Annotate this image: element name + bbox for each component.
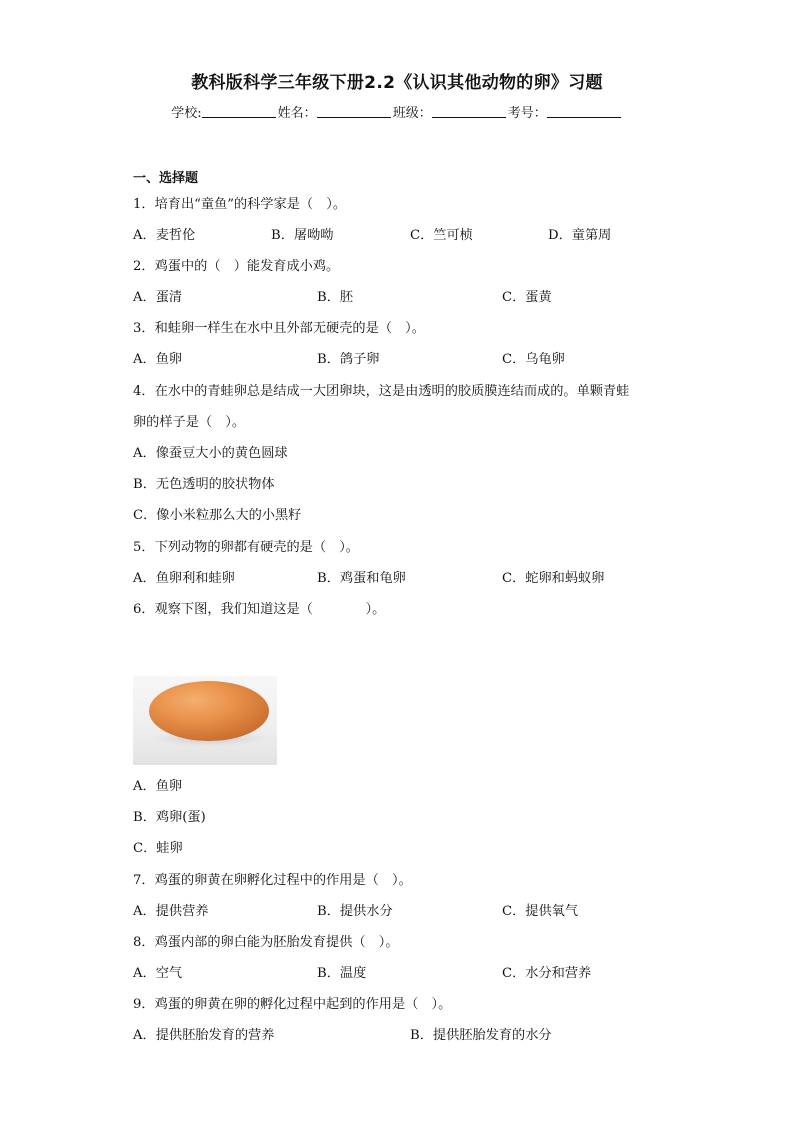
question-4-stem-line-2: 卵的样子是（ ）。 bbox=[133, 415, 246, 430]
q5-option-c[interactable]: C．蛇卵和蚂蚁卵 bbox=[502, 571, 605, 586]
q4-option-a[interactable]: A．像蚕豆大小的黄色圆球 bbox=[133, 446, 288, 461]
q2-option-c[interactable]: C．蛋黄 bbox=[502, 290, 552, 305]
question-9-stem: 9．鸡蛋的卵黄在卵的孵化过程中起到的作用是（ ）。 bbox=[133, 997, 452, 1012]
q3-option-a[interactable]: A．鱼卵 bbox=[133, 352, 183, 367]
q8-option-c[interactable]: C．水分和营养 bbox=[502, 966, 592, 981]
q1-option-c[interactable]: C．竺可桢 bbox=[410, 228, 473, 243]
name-blank[interactable] bbox=[317, 104, 391, 118]
q5-option-b[interactable]: B．鸡蛋和龟卵 bbox=[317, 571, 406, 586]
class-blank[interactable] bbox=[432, 104, 506, 118]
q1-option-b[interactable]: B．屠呦呦 bbox=[271, 228, 334, 243]
q4-option-b[interactable]: B．无色透明的胶状物体 bbox=[133, 477, 275, 492]
q6-option-a[interactable]: A．鱼卵 bbox=[133, 779, 183, 794]
question-2-stem: 2．鸡蛋中的（ ）能发育成小鸡。 bbox=[133, 259, 340, 274]
question-4-stem-line-1: 4．在水中的青蛙卵总是结成一大团卵块，这是由透明的胶质膜连结而成的。单颗青蛙 bbox=[133, 384, 630, 399]
question-5-stem: 5．下列动物的卵都有硬壳的是（ ）。 bbox=[133, 540, 359, 555]
q8-option-a[interactable]: A．空气 bbox=[133, 966, 183, 981]
q3-option-c[interactable]: C．乌龟卵 bbox=[502, 352, 565, 367]
question-6-stem: 6．观察下图，我们知道这是（ ）。 bbox=[133, 602, 386, 617]
section-heading: 一、选择题 bbox=[133, 171, 199, 186]
student-info-row bbox=[0, 102, 794, 121]
exam-no-label: 考号： bbox=[507, 106, 547, 121]
q7-option-b[interactable]: B．提供水分 bbox=[317, 904, 393, 919]
q5-option-a[interactable]: A．鱼卵利和蛙卵 bbox=[133, 571, 235, 586]
q4-option-c[interactable]: C．像小米粒那么大的小黑籽 bbox=[133, 508, 302, 523]
q8-option-b[interactable]: B．温度 bbox=[317, 966, 367, 981]
q2-option-b[interactable]: B．胚 bbox=[317, 290, 354, 305]
q9-option-b[interactable]: B．提供胚胎发育的水分 bbox=[410, 1028, 552, 1043]
question-7-stem: 7．鸡蛋的卵黄在卵孵化过程中的作用是（ ）。 bbox=[133, 873, 412, 888]
egg-photo bbox=[133, 676, 277, 765]
exam-no-blank[interactable] bbox=[547, 104, 621, 118]
q9-option-a[interactable]: A．提供胚胎发育的营养 bbox=[133, 1028, 275, 1043]
question-1-stem: 1．培育出“童鱼”的科学家是（ ）。 bbox=[133, 197, 347, 212]
q1-option-d[interactable]: D．童第周 bbox=[548, 228, 612, 243]
page-title: 教科版科学三年级下册2.2《认识其他动物的卵》习题 bbox=[191, 73, 603, 93]
school-blank[interactable] bbox=[202, 104, 276, 118]
class-label: 班级： bbox=[392, 106, 432, 121]
name-label: 姓名： bbox=[277, 106, 317, 121]
q2-option-a[interactable]: A．蛋清 bbox=[133, 290, 183, 305]
question-8-stem: 8．鸡蛋内部的卵白能为胚胎发育提供（ ）。 bbox=[133, 935, 399, 950]
q3-option-b[interactable]: B．鸽子卵 bbox=[317, 352, 380, 367]
q7-option-a[interactable]: A．提供营养 bbox=[133, 904, 209, 919]
q6-option-c[interactable]: C．蛙卵 bbox=[133, 841, 183, 856]
q1-option-a[interactable]: A．麦哲伦 bbox=[133, 228, 196, 243]
q7-option-c[interactable]: C．提供氧气 bbox=[502, 904, 579, 919]
school-label: 学校: bbox=[171, 106, 202, 121]
egg-icon bbox=[133, 676, 277, 765]
question-3-stem: 3．和蛙卵一样生在水中且外部无硬壳的是（ ）。 bbox=[133, 321, 425, 336]
q6-option-b[interactable]: B．鸡卵(蛋) bbox=[133, 810, 206, 825]
